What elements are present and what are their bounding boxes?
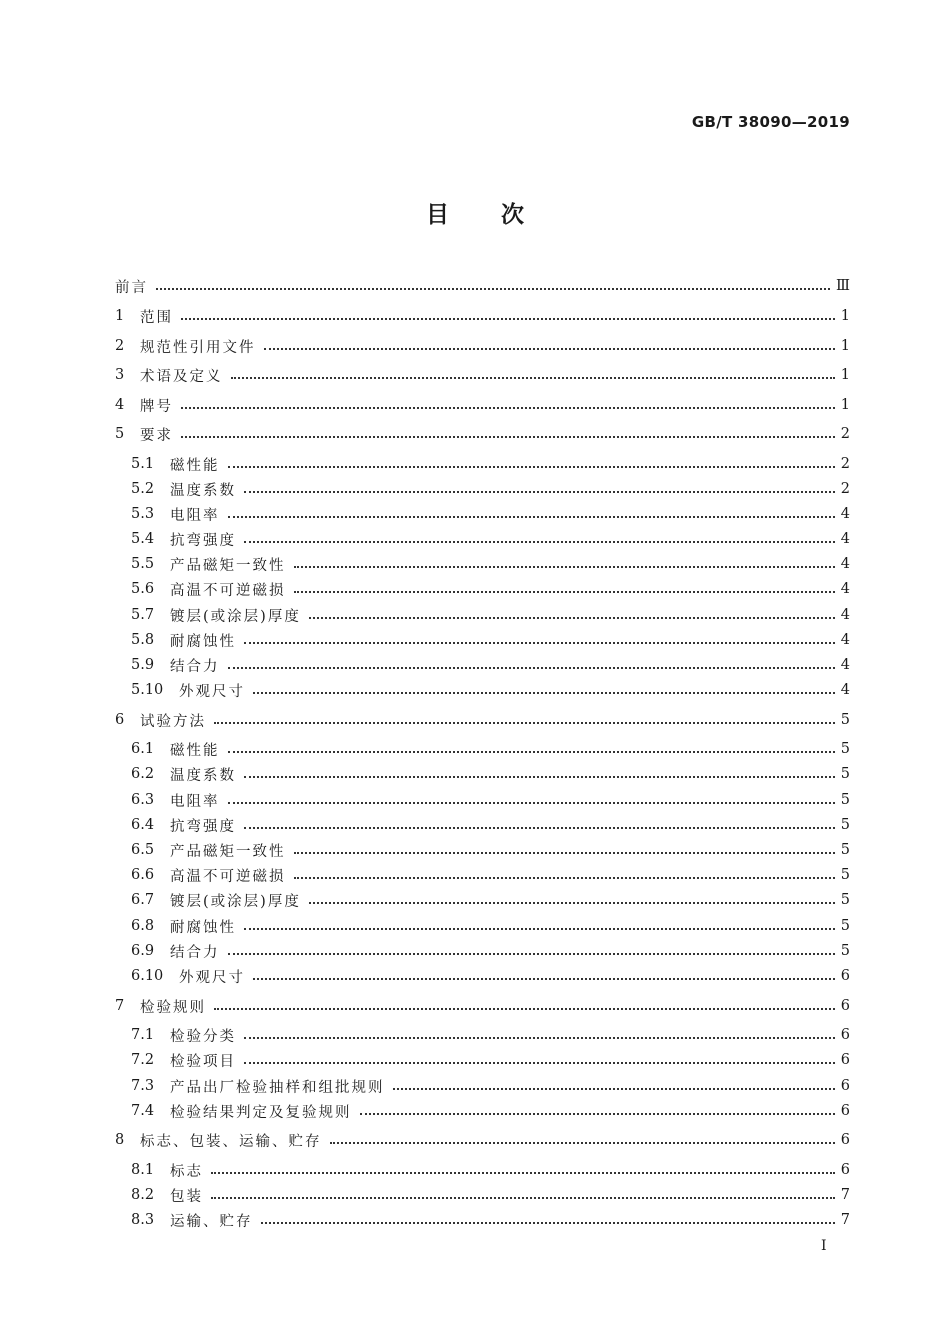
toc-entry-page: 2 [840, 426, 850, 442]
toc-entry-number: 6.2 [131, 766, 155, 782]
toc-entry-label: 抗弯强度 [170, 818, 236, 835]
dot-leader [228, 953, 835, 955]
toc-entry-number: 5.3 [131, 506, 155, 522]
toc-entry-label: 产品磁矩一致性 [170, 557, 286, 574]
toc-entry-page: 6 [840, 998, 850, 1014]
toc-entry-label: 试验方法 [140, 713, 206, 730]
toc-entry-label: 温度系数 [170, 767, 236, 784]
toc-entry-number: 8.1 [131, 1162, 155, 1178]
toc-entry-number: 6.4 [131, 817, 155, 833]
toc-entry-label: 磁性能 [170, 742, 220, 759]
dot-leader [360, 1113, 835, 1115]
dot-leader [393, 1088, 835, 1090]
toc-title: 目次 [426, 202, 576, 228]
toc-entry-page: 5 [840, 867, 850, 883]
toc-entry[interactable] [131, 789, 850, 811]
dot-leader [253, 692, 835, 694]
toc-entry-number: 6.5 [131, 842, 155, 858]
toc-entry-number: 5.7 [131, 607, 155, 623]
toc-entry-page: 5 [840, 792, 850, 808]
toc-entry-page: 5 [840, 766, 850, 782]
dot-leader [211, 1197, 835, 1199]
dot-leader [294, 877, 835, 879]
toc-entry-label: 检验项目 [170, 1053, 236, 1070]
toc-entry-page: 1 [840, 308, 850, 324]
toc-entry-page: 6 [840, 1052, 850, 1068]
toc-entry-label: 温度系数 [170, 482, 236, 499]
toc-entry[interactable] [131, 1209, 850, 1231]
toc-entry[interactable] [115, 335, 850, 357]
dot-leader [244, 541, 835, 543]
dot-leader [156, 288, 830, 290]
toc-entry[interactable] [131, 503, 850, 525]
dot-leader [231, 377, 835, 379]
dot-leader [264, 348, 835, 350]
toc-entry-number: 7.3 [131, 1078, 155, 1094]
toc-entry[interactable] [131, 738, 850, 760]
toc-entry[interactable] [131, 629, 850, 651]
toc-entry[interactable] [131, 453, 850, 475]
toc-entry-label: 磁性能 [170, 457, 220, 474]
toc-entry-page: Ⅲ [836, 278, 850, 294]
toc-entry-number: 7.1 [131, 1027, 155, 1043]
toc-entry[interactable] [131, 889, 850, 911]
toc-entry-page: 6 [840, 968, 850, 984]
toc-entry[interactable] [131, 654, 850, 676]
toc-entry-number: 8.2 [131, 1187, 155, 1203]
toc-entry-page: 4 [840, 682, 850, 698]
toc-entry-number: 5.1 [131, 456, 155, 472]
toc-entry[interactable] [131, 763, 850, 785]
toc-entry-page: 4 [840, 657, 850, 673]
toc-entry-number: 5.6 [131, 581, 155, 597]
toc-entry-label: 运输、贮存 [170, 1213, 253, 1230]
toc-entry[interactable] [131, 1024, 850, 1046]
dot-leader [244, 491, 835, 493]
toc-entry[interactable] [131, 1049, 850, 1071]
toc-entry-label: 外观尺寸 [179, 683, 245, 700]
dot-leader [214, 1008, 835, 1010]
toc-entry-number: 7.2 [131, 1052, 155, 1068]
toc-entry-number: 1 [115, 308, 125, 324]
dot-leader [309, 902, 835, 904]
toc-entry-label: 检验规则 [140, 999, 206, 1016]
toc-entry[interactable] [115, 1129, 850, 1151]
toc-entry-number: 5.4 [131, 531, 155, 547]
dot-leader [244, 642, 835, 644]
toc-entry-page: 6 [840, 1078, 850, 1094]
toc-entry-page: 4 [840, 506, 850, 522]
dot-leader [244, 1037, 835, 1039]
toc-entry-page: 5 [840, 842, 850, 858]
toc-entry[interactable] [115, 275, 850, 297]
toc-entry-number: 5 [115, 426, 125, 442]
toc-entry-number: 4 [115, 397, 125, 413]
dot-leader [228, 466, 835, 468]
toc-entry-number: 5.2 [131, 481, 155, 497]
toc-entry-page: 1 [840, 367, 850, 383]
toc-entry[interactable] [131, 965, 850, 987]
toc-entry-number: 6.9 [131, 943, 155, 959]
toc-entry[interactable] [131, 839, 850, 861]
toc-entry-label: 产品出厂检验抽样和组批规则 [170, 1079, 385, 1096]
toc-entry[interactable] [131, 1100, 850, 1122]
dot-leader [228, 667, 835, 669]
toc-entry-page: 1 [840, 338, 850, 354]
toc-entry-label: 镀层(或涂层)厚度 [170, 893, 301, 910]
dot-leader [228, 751, 835, 753]
toc-entry-page: 2 [840, 456, 850, 472]
toc-entry-number: 6.6 [131, 867, 155, 883]
dot-leader [330, 1142, 835, 1144]
toc-entry[interactable] [131, 915, 850, 937]
dot-leader [211, 1172, 835, 1174]
standard-code: GB/T 38090—2019 [691, 113, 850, 131]
toc-entry-number: 5.5 [131, 556, 155, 572]
toc-entry-page: 7 [840, 1187, 850, 1203]
toc-entry-label: 耐腐蚀性 [170, 633, 236, 650]
toc-entry-page: 6 [840, 1162, 850, 1178]
toc-entry-number: 7.4 [131, 1103, 155, 1119]
toc-entry-page: 5 [840, 918, 850, 934]
toc-entry-label: 高温不可逆磁损 [170, 868, 286, 885]
toc-entry-label: 牌号 [140, 398, 173, 415]
toc-entry-page: 7 [840, 1212, 850, 1228]
toc-entry-page: 5 [840, 892, 850, 908]
toc-entry-label: 术语及定义 [140, 368, 223, 385]
toc-entry-label: 产品磁矩一致性 [170, 843, 286, 860]
dot-leader [253, 978, 835, 980]
toc-entry[interactable] [115, 709, 850, 731]
toc-entry-number: 6.10 [131, 968, 164, 984]
dot-leader [244, 827, 835, 829]
dot-leader [181, 407, 835, 409]
toc-entry-number: 5.10 [131, 682, 164, 698]
dot-leader [244, 1062, 835, 1064]
toc-entry-page: 5 [840, 741, 850, 757]
toc-entry-label: 高温不可逆磁损 [170, 582, 286, 599]
toc-entry-page: 4 [840, 531, 850, 547]
dot-leader [294, 591, 835, 593]
toc-entry-label: 标志 [170, 1163, 203, 1180]
toc-entry-number: 6.8 [131, 918, 155, 934]
toc-entry-page: 1 [840, 397, 850, 413]
toc-entry-label: 电阻率 [170, 507, 220, 524]
toc-entry-page: 5 [840, 943, 850, 959]
toc-entry[interactable] [131, 478, 850, 500]
toc-entry-number: 5.8 [131, 632, 155, 648]
toc-entry[interactable] [131, 814, 850, 836]
toc-entry-label: 外观尺寸 [179, 969, 245, 986]
toc-entry-page: 5 [840, 817, 850, 833]
toc-entry-label: 规范性引用文件 [140, 339, 256, 356]
toc-entry[interactable] [131, 679, 850, 701]
toc-entry-page: 4 [840, 607, 850, 623]
toc-entry-label: 检验结果判定及复验规则 [170, 1104, 352, 1121]
toc-entry[interactable] [131, 1075, 850, 1097]
toc-entry-page: 4 [840, 556, 850, 572]
toc-entry[interactable] [131, 864, 850, 886]
toc-entry-number: 3 [115, 367, 125, 383]
dot-leader [181, 436, 835, 438]
toc-entry-page: 4 [840, 581, 850, 597]
toc-entry-label: 检验分类 [170, 1028, 236, 1045]
toc-entry-number: 6.7 [131, 892, 155, 908]
toc-entry-label: 要求 [140, 427, 173, 444]
page-number: I [821, 1238, 827, 1254]
toc-entry-page: 4 [840, 632, 850, 648]
dot-leader [294, 852, 835, 854]
toc-entry-label: 耐腐蚀性 [170, 919, 236, 936]
toc-entry[interactable] [115, 364, 850, 386]
toc-entry-number: 8 [115, 1132, 125, 1148]
toc-entry-number: 6.1 [131, 741, 155, 757]
toc-entry-label: 包装 [170, 1188, 203, 1205]
toc-entry-page: 2 [840, 481, 850, 497]
toc-entry-page: 6 [840, 1027, 850, 1043]
toc-entry-label: 抗弯强度 [170, 532, 236, 549]
dot-leader [181, 318, 835, 320]
dot-leader [261, 1222, 835, 1224]
toc-entry[interactable] [131, 1159, 850, 1181]
toc-entry-label: 电阻率 [170, 793, 220, 810]
toc-entry-number: 5.9 [131, 657, 155, 673]
toc-entry-label: 结合力 [170, 944, 220, 961]
dot-leader [309, 617, 835, 619]
dot-leader [228, 802, 835, 804]
toc-entry-label: 结合力 [170, 658, 220, 675]
toc-entry-label: 标志、包装、运输、贮存 [140, 1133, 322, 1150]
dot-leader [244, 776, 835, 778]
dot-leader [294, 566, 835, 568]
dot-leader [228, 516, 835, 518]
toc-entry[interactable] [131, 604, 850, 626]
toc-entry[interactable] [131, 528, 850, 550]
toc-entry-page: 6 [840, 1132, 850, 1148]
toc-entry-page: 6 [840, 1103, 850, 1119]
toc-entry[interactable] [115, 423, 850, 445]
toc-entry[interactable] [131, 1184, 850, 1206]
toc-entry-label: 范围 [140, 309, 173, 326]
toc-entry-number: 6 [115, 712, 125, 728]
toc-entry-number: 8.3 [131, 1212, 155, 1228]
dot-leader [214, 722, 835, 724]
toc-entry-number: 7 [115, 998, 125, 1014]
toc-entry-number: 2 [115, 338, 125, 354]
toc-entry-page: 5 [840, 712, 850, 728]
toc-entry[interactable] [115, 305, 850, 327]
toc-entry[interactable] [131, 553, 850, 575]
toc-entry[interactable] [115, 995, 850, 1017]
toc-entry-number: 6.3 [131, 792, 155, 808]
toc-entry[interactable] [131, 578, 850, 600]
toc-entry-label: 前言 [115, 279, 148, 296]
dot-leader [244, 928, 835, 930]
toc-entry-label: 镀层(或涂层)厚度 [170, 608, 301, 625]
toc-entry[interactable] [131, 940, 850, 962]
toc-entry[interactable] [115, 394, 850, 416]
